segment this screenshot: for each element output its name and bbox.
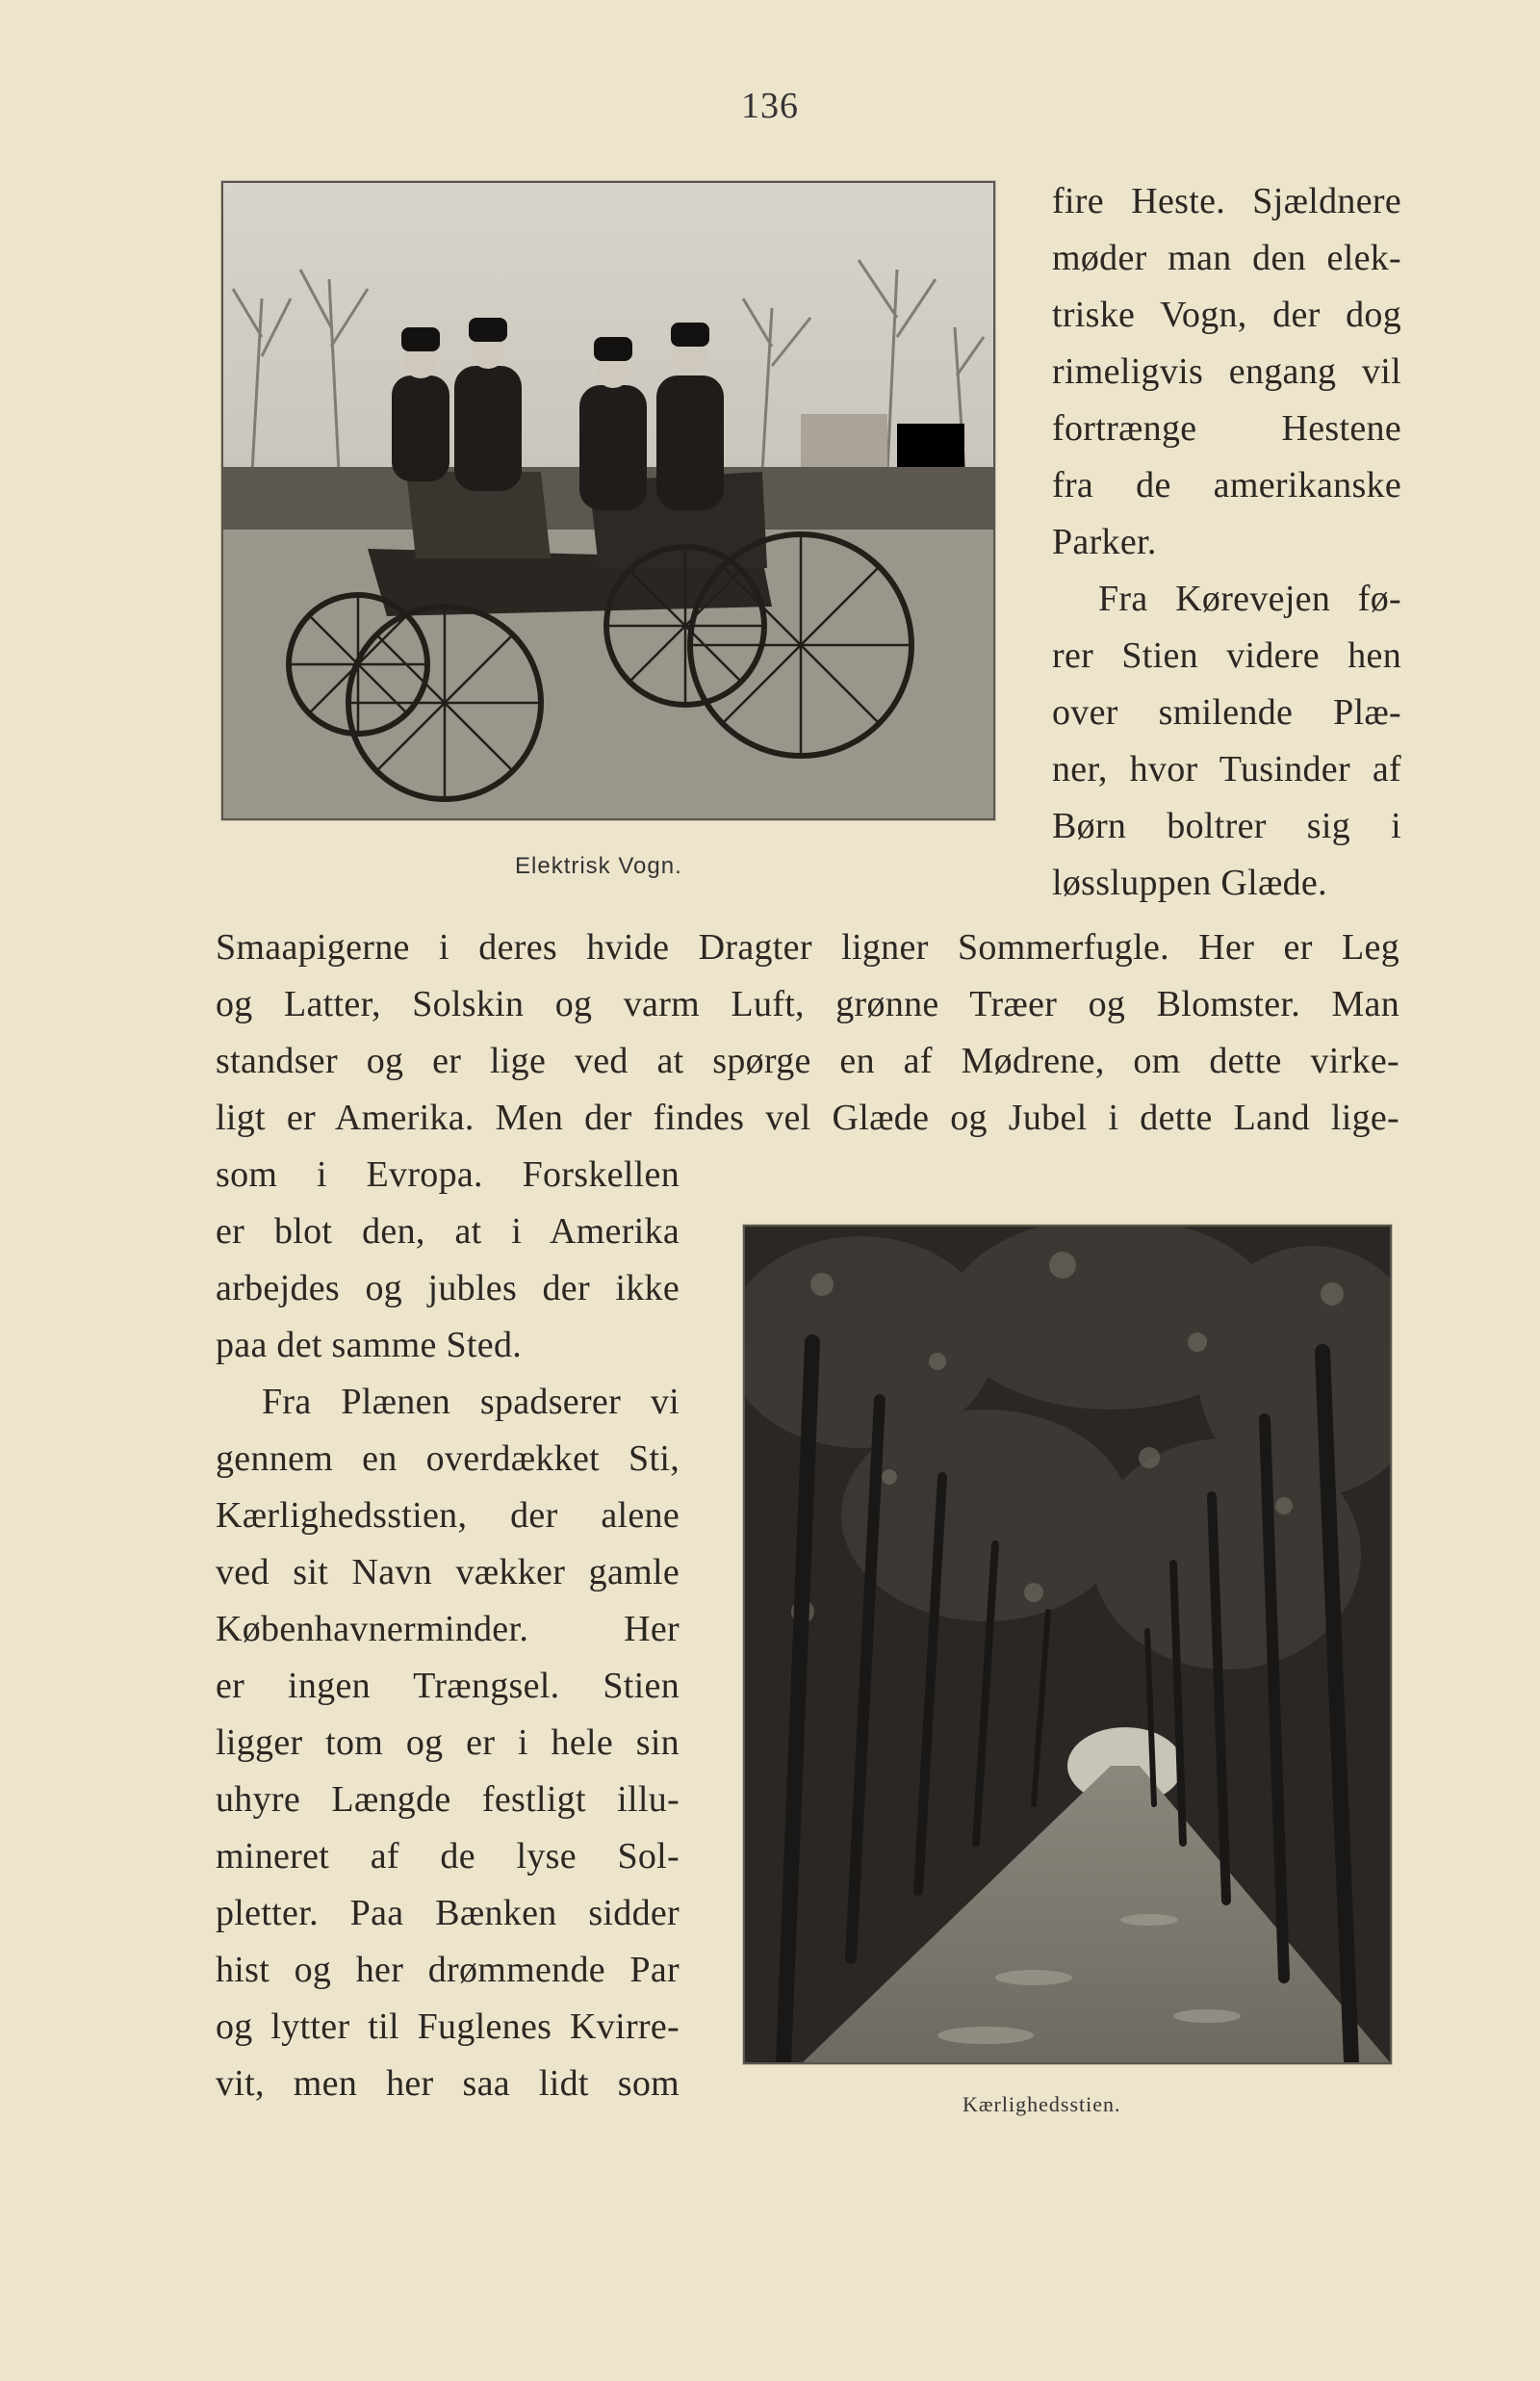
figure-caption-electric-carriage: Elektrisk Vogn.	[515, 853, 682, 879]
text-line: rimeligvis engang vil	[1052, 351, 1401, 392]
text-line: ligger tom og er i hele sin	[216, 1722, 680, 1763]
text-line: triske Vogn, der dog	[1052, 295, 1401, 335]
text-line: uhyre Længde festligt illu-	[216, 1779, 680, 1820]
text-line: er blot den, at i Amerika	[216, 1211, 680, 1252]
lovers-walk-photo	[743, 1225, 1392, 2064]
text-line: løssluppen Glæde.	[1052, 863, 1327, 903]
figure-caption-lovers-walk: Kærlighedsstien.	[962, 2092, 1121, 2116]
text-line: standser og er lige ved at spørge en af Mødrene, om dette virke-	[216, 1041, 1399, 1081]
electric-carriage-photo	[221, 181, 995, 820]
text-line: pletter. Paa Bænken sidder	[216, 1893, 680, 1933]
text-line: arbejdes og jubles der ikke	[216, 1268, 680, 1308]
text-line: Københavnerminder. Her	[216, 1609, 680, 1649]
text-line: ved sit Navn vækker gamle	[216, 1552, 680, 1592]
text-line: hist og her drømmende Par	[216, 1950, 680, 1990]
text-line: fortrænge Hestene	[1052, 408, 1401, 449]
text-line: ner, hvor Tusinder af	[1052, 749, 1401, 789]
text-line: paa det samme Sted.	[216, 1325, 523, 1365]
text-line: Fra Plænen spadserer vi	[262, 1382, 680, 1422]
text-line: fire Heste. Sjældnere	[1052, 181, 1401, 221]
text-line: og lytter til Fuglenes Kvirre-	[216, 2006, 680, 2047]
text-line: er ingen Trængsel. Stien	[216, 1666, 680, 1706]
text-line: som i Evropa. Forskellen	[216, 1154, 680, 1195]
text-line: gennem en overdækket Sti,	[216, 1438, 680, 1479]
text-line: ligt er Amerika. Men der findes vel Glæde og Jubel i dette Land lige-	[216, 1098, 1399, 1138]
text-line: over smilende Plæ-	[1052, 692, 1401, 733]
text-line: fra de amerikanske	[1052, 465, 1401, 505]
text-line: Smaapigerne i deres hvide Dragter ligner Sommerfugle. Her er Leg	[216, 927, 1399, 968]
text-line: og Latter, Solskin og varm Luft, grønne Træer og Blomster. Man	[216, 984, 1399, 1024]
text-line: mineret af de lyse Sol-	[216, 1836, 680, 1876]
text-line: vit, men her saa lidt som	[216, 2063, 680, 2104]
text-line: Børn boltrer sig i	[1052, 806, 1401, 846]
text-line: rer Stien videre hen	[1052, 635, 1401, 676]
text-line: møder man den elek-	[1052, 238, 1401, 278]
text-line: Fra Kørevejen fø-	[1098, 579, 1401, 619]
page-number: 136	[741, 86, 799, 126]
text-line: Kærlighedsstien, der alene	[216, 1495, 680, 1536]
text-line: Parker.	[1052, 522, 1157, 562]
